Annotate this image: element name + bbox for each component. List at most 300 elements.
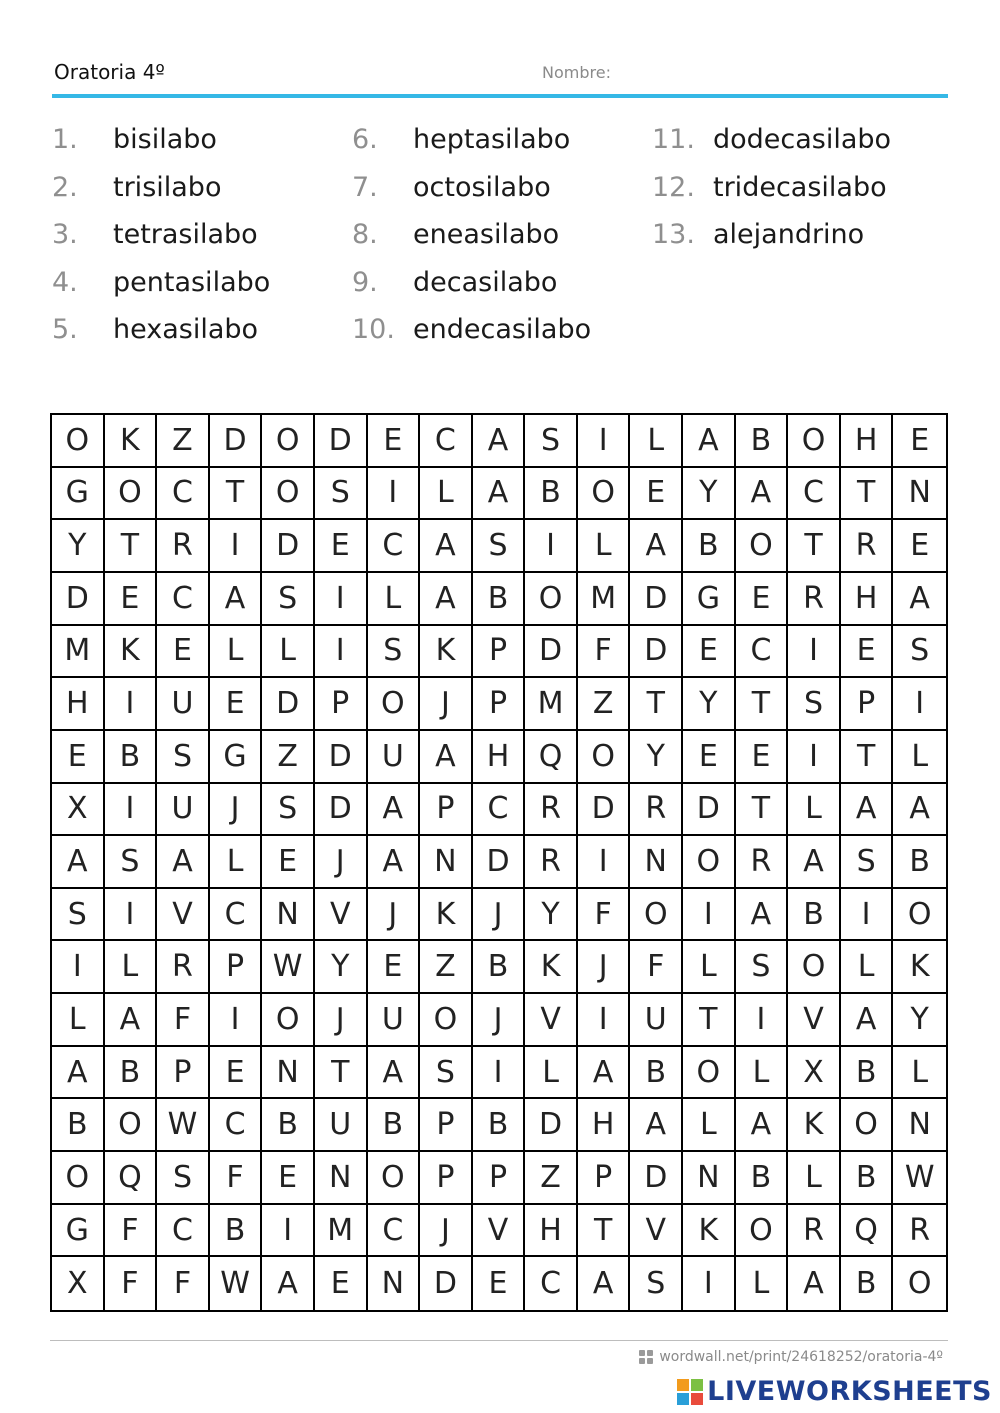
grid-cell[interactable]: E — [683, 626, 736, 679]
grid-cell[interactable]: O — [52, 1152, 105, 1205]
grid-cell[interactable]: L — [788, 1152, 841, 1205]
grid-cell[interactable]: A — [630, 1099, 683, 1152]
grid-cell[interactable]: G — [52, 468, 105, 521]
grid-cell[interactable]: E — [630, 468, 683, 521]
grid-cell[interactable]: E — [368, 941, 421, 994]
grid-cell[interactable]: Q — [105, 1152, 158, 1205]
grid-cell[interactable]: C — [157, 468, 210, 521]
liveworksheets-logo-icon — [677, 1379, 703, 1405]
grid-cell[interactable]: I — [578, 415, 631, 468]
grid-cell[interactable]: J — [578, 941, 631, 994]
grid-cell[interactable]: A — [736, 468, 789, 521]
grid-cell[interactable]: P — [420, 784, 473, 837]
grid-cell[interactable]: O — [525, 573, 578, 626]
grid-cell[interactable]: A — [157, 836, 210, 889]
grid-cell[interactable]: M — [52, 626, 105, 679]
word-number: 2. — [52, 171, 78, 203]
grid-cell[interactable]: H — [841, 573, 894, 626]
grid-cell[interactable]: K — [683, 1205, 736, 1258]
grid-cell[interactable]: T — [210, 468, 263, 521]
grid-cell[interactable]: D — [525, 626, 578, 679]
grid-cell[interactable]: S — [368, 626, 421, 679]
grid-cell[interactable]: R — [630, 784, 683, 837]
grid-cell[interactable]: O — [683, 836, 736, 889]
grid-cell[interactable]: V — [473, 1205, 526, 1258]
grid-cell[interactable]: A — [841, 994, 894, 1047]
grid-cell[interactable]: G — [683, 573, 736, 626]
grid-cell[interactable]: W — [893, 1152, 946, 1205]
grid-cell[interactable]: E — [683, 731, 736, 784]
grid-cell[interactable]: V — [630, 1205, 683, 1258]
grid-cell[interactable]: B — [210, 1205, 263, 1258]
grid-cell[interactable]: E — [105, 573, 158, 626]
grid-cell[interactable]: L — [736, 1257, 789, 1310]
grid-cell[interactable]: E — [262, 1152, 315, 1205]
grid-cell[interactable]: F — [157, 994, 210, 1047]
grid-cell[interactable]: D — [52, 573, 105, 626]
grid-cell[interactable]: Y — [52, 520, 105, 573]
grid-cell[interactable]: C — [210, 889, 263, 942]
grid-cell[interactable]: E — [315, 520, 368, 573]
grid-cell[interactable]: E — [893, 415, 946, 468]
grid-cell[interactable]: B — [736, 415, 789, 468]
grid-cell[interactable]: A — [736, 889, 789, 942]
grid-cell[interactable]: T — [630, 678, 683, 731]
grid-cell[interactable]: S — [630, 1257, 683, 1310]
grid-cell[interactable]: B — [788, 889, 841, 942]
grid-cell[interactable]: L — [210, 626, 263, 679]
grid-cell[interactable]: P — [473, 626, 526, 679]
grid-cell[interactable]: B — [262, 1099, 315, 1152]
grid-cell[interactable]: I — [368, 468, 421, 521]
grid-cell[interactable]: A — [210, 573, 263, 626]
word-list-item — [52, 215, 258, 255]
grid-cell[interactable]: P — [420, 1152, 473, 1205]
grid-cell[interactable]: R — [157, 520, 210, 573]
grid-cell[interactable]: E — [157, 626, 210, 679]
grid-cell[interactable]: E — [210, 1047, 263, 1100]
grid-cell[interactable]: Y — [683, 468, 736, 521]
source-url[interactable]: wordwall.net/print/24618252/oratoria-4º — [659, 1349, 943, 1365]
grid-cell[interactable]: A — [683, 415, 736, 468]
grid-cell[interactable]: L — [368, 573, 421, 626]
grid-cell[interactable]: E — [262, 836, 315, 889]
grid-cell[interactable]: T — [788, 520, 841, 573]
grid-cell[interactable]: U — [315, 1099, 368, 1152]
grid-cell[interactable]: A — [893, 784, 946, 837]
grid-cell[interactable]: S — [893, 626, 946, 679]
grid-cell[interactable]: S — [525, 415, 578, 468]
grid-cell[interactable]: I — [262, 1205, 315, 1258]
grid-cell[interactable]: O — [262, 415, 315, 468]
grid-cell[interactable]: A — [578, 1257, 631, 1310]
grid-cell[interactable]: D — [315, 784, 368, 837]
grid-cell[interactable]: M — [525, 678, 578, 731]
grid-cell[interactable]: P — [473, 678, 526, 731]
grid-cell[interactable]: I — [736, 994, 789, 1047]
grid-cell[interactable]: Z — [578, 678, 631, 731]
grid-cell[interactable]: C — [736, 626, 789, 679]
grid-cell[interactable]: A — [630, 520, 683, 573]
grid-cell[interactable]: A — [52, 1047, 105, 1100]
grid-cell[interactable]: O — [105, 468, 158, 521]
grid-cell[interactable]: O — [578, 731, 631, 784]
grid-cell[interactable]: D — [578, 784, 631, 837]
grid-cell[interactable]: A — [368, 836, 421, 889]
grid-cell[interactable]: Y — [893, 994, 946, 1047]
grid-cell[interactable]: L — [262, 626, 315, 679]
grid-cell[interactable]: R — [788, 573, 841, 626]
grid-cell[interactable]: L — [893, 731, 946, 784]
grid-cell[interactable]: E — [736, 573, 789, 626]
grid-cell[interactable]: S — [841, 836, 894, 889]
grid-cell[interactable]: O — [368, 1152, 421, 1205]
grid-cell[interactable]: F — [630, 941, 683, 994]
grid-cell[interactable]: Z — [262, 731, 315, 784]
grid-cell[interactable]: K — [525, 941, 578, 994]
grid-cell[interactable]: C — [473, 784, 526, 837]
grid-cell[interactable]: O — [630, 889, 683, 942]
grid-cell[interactable]: O — [262, 468, 315, 521]
grid-cell[interactable]: R — [525, 784, 578, 837]
grid-cell[interactable]: Q — [841, 1205, 894, 1258]
grid-cell[interactable]: F — [157, 1257, 210, 1310]
grid-cell[interactable]: I — [105, 889, 158, 942]
grid-cell[interactable]: E — [841, 626, 894, 679]
grid-cell[interactable]: B — [683, 520, 736, 573]
grid-cell[interactable]: O — [262, 994, 315, 1047]
grid-cell[interactable]: I — [893, 678, 946, 731]
grid-cell[interactable]: J — [210, 784, 263, 837]
grid-cell[interactable]: C — [210, 1099, 263, 1152]
grid-cell[interactable]: O — [420, 994, 473, 1047]
grid-cell[interactable]: L — [210, 836, 263, 889]
grid-cell[interactable]: B — [525, 468, 578, 521]
grid-cell[interactable]: A — [841, 784, 894, 837]
grid-cell[interactable]: O — [578, 468, 631, 521]
grid-cell[interactable]: I — [578, 994, 631, 1047]
grid-cell[interactable]: W — [157, 1099, 210, 1152]
grid-cell[interactable]: C — [525, 1257, 578, 1310]
grid-cell[interactable]: A — [420, 520, 473, 573]
grid-cell[interactable]: R — [157, 941, 210, 994]
grid-cell[interactable]: A — [473, 415, 526, 468]
grid-cell[interactable]: J — [420, 1205, 473, 1258]
grid-cell[interactable]: D — [262, 520, 315, 573]
grid-cell[interactable]: N — [368, 1257, 421, 1310]
grid-cell[interactable]: C — [368, 1205, 421, 1258]
grid-cell[interactable]: P — [315, 678, 368, 731]
grid-cell[interactable]: H — [525, 1205, 578, 1258]
grid-cell[interactable]: S — [473, 520, 526, 573]
grid-cell[interactable]: K — [420, 889, 473, 942]
grid-cell[interactable]: B — [473, 941, 526, 994]
grid-cell[interactable]: A — [368, 1047, 421, 1100]
word-text: hexasilabo — [113, 314, 259, 345]
grid-cell[interactable]: S — [420, 1047, 473, 1100]
grid-cell[interactable]: A — [420, 573, 473, 626]
grid-cell[interactable]: A — [578, 1047, 631, 1100]
grid-cell[interactable]: C — [420, 415, 473, 468]
grid-cell[interactable]: Z — [525, 1152, 578, 1205]
grid-cell[interactable]: I — [52, 941, 105, 994]
grid-cell[interactable]: O — [368, 678, 421, 731]
grid-cell[interactable]: N — [630, 836, 683, 889]
grid-cell[interactable]: E — [473, 1257, 526, 1310]
grid-cell[interactable]: A — [105, 994, 158, 1047]
grid-cell[interactable]: D — [420, 1257, 473, 1310]
grid-cell[interactable]: B — [473, 573, 526, 626]
grid-cell[interactable]: K — [788, 1099, 841, 1152]
grid-cell[interactable]: T — [736, 678, 789, 731]
grid-cell[interactable]: V — [525, 994, 578, 1047]
grid-cell[interactable]: P — [578, 1152, 631, 1205]
grid-cell[interactable]: E — [52, 731, 105, 784]
grid-cell[interactable]: B — [368, 1099, 421, 1152]
grid-cell[interactable]: L — [788, 784, 841, 837]
grid-cell[interactable]: I — [210, 520, 263, 573]
grid-cell[interactable]: U — [157, 678, 210, 731]
grid-cell[interactable]: N — [262, 1047, 315, 1100]
grid-cell[interactable]: T — [841, 731, 894, 784]
grid-cell[interactable]: C — [157, 573, 210, 626]
grid-cell[interactable]: D — [630, 1152, 683, 1205]
grid-cell[interactable]: M — [578, 573, 631, 626]
grid-cell[interactable]: D — [630, 626, 683, 679]
grid-cell[interactable]: D — [473, 836, 526, 889]
grid-cell[interactable]: D — [315, 731, 368, 784]
grid-cell[interactable]: E — [210, 678, 263, 731]
grid-cell[interactable]: N — [683, 1152, 736, 1205]
grid-cell[interactable]: J — [368, 889, 421, 942]
grid-cell[interactable]: D — [315, 415, 368, 468]
grid-cell[interactable]: I — [105, 784, 158, 837]
grid-cell[interactable]: I — [105, 678, 158, 731]
grid-cell[interactable]: P — [157, 1047, 210, 1100]
grid-cell[interactable]: A — [52, 836, 105, 889]
grid-cell[interactable]: L — [841, 941, 894, 994]
grid-cell[interactable]: L — [525, 1047, 578, 1100]
grid-cell[interactable]: H — [841, 415, 894, 468]
grid-cell[interactable]: O — [736, 520, 789, 573]
grid-cell[interactable]: T — [105, 520, 158, 573]
grid-cell[interactable]: I — [473, 1047, 526, 1100]
grid-cell[interactable]: A — [893, 573, 946, 626]
grid-cell[interactable]: Y — [315, 941, 368, 994]
word-list-item — [52, 263, 270, 303]
grid-cell[interactable]: O — [893, 889, 946, 942]
grid-cell[interactable]: S — [52, 889, 105, 942]
grid-cell[interactable]: D — [210, 415, 263, 468]
grid-cell[interactable]: E — [315, 1257, 368, 1310]
grid-cell[interactable]: D — [683, 784, 736, 837]
grid-cell[interactable]: F — [210, 1152, 263, 1205]
grid-cell[interactable]: P — [841, 678, 894, 731]
grid-cell[interactable]: D — [525, 1099, 578, 1152]
grid-cell[interactable]: Z — [420, 941, 473, 994]
grid-cell[interactable]: O — [105, 1099, 158, 1152]
grid-cell[interactable]: B — [893, 836, 946, 889]
grid-cell[interactable]: V — [157, 889, 210, 942]
grid-cell[interactable]: A — [788, 836, 841, 889]
grid-cell[interactable]: O — [736, 1205, 789, 1258]
grid-cell[interactable]: L — [420, 468, 473, 521]
grid-cell[interactable]: J — [315, 836, 368, 889]
grid-cell[interactable]: D — [630, 573, 683, 626]
grid-cell[interactable]: J — [473, 889, 526, 942]
grid-cell[interactable]: N — [315, 1152, 368, 1205]
grid-cell[interactable]: F — [578, 626, 631, 679]
grid-cell[interactable]: B — [736, 1152, 789, 1205]
grid-cell[interactable]: A — [736, 1099, 789, 1152]
grid-cell[interactable]: O — [907, 1266, 932, 1302]
word-number: 12. — [652, 171, 695, 203]
grid-cell[interactable]: B — [52, 1099, 105, 1152]
grid-cell[interactable]: X — [52, 1257, 105, 1310]
grid-cell[interactable]: K — [893, 941, 946, 994]
grid-cell[interactable]: N — [893, 1099, 946, 1152]
grid-cell[interactable]: M — [315, 1205, 368, 1258]
grid-cell[interactable]: R — [788, 1205, 841, 1258]
grid-cell[interactable]: H — [473, 731, 526, 784]
grid-cell[interactable]: S — [157, 1152, 210, 1205]
grid-cell[interactable]: T — [841, 468, 894, 521]
grid-cell[interactable]: E — [893, 520, 946, 573]
source-link[interactable] — [639, 1349, 943, 1365]
grid-cell[interactable]: W — [262, 941, 315, 994]
grid-cell[interactable]: B — [841, 1152, 894, 1205]
grid-cell[interactable]: K — [105, 626, 158, 679]
grid-cell[interactable]: G — [210, 731, 263, 784]
grid-cell[interactable]: N — [262, 889, 315, 942]
grid-cell[interactable]: I — [683, 889, 736, 942]
grid-cell[interactable]: L — [578, 520, 631, 573]
grid-cell[interactable]: A — [473, 468, 526, 521]
grid-cell[interactable]: R — [893, 1205, 946, 1258]
grid-cell[interactable]: L — [683, 1099, 736, 1152]
grid-cell[interactable]: R — [736, 836, 789, 889]
grid-cell[interactable]: L — [736, 1047, 789, 1100]
grid-cell[interactable]: I — [683, 1257, 736, 1310]
grid-cell[interactable]: L — [683, 941, 736, 994]
grid-cell[interactable]: O — [683, 1047, 736, 1100]
grid-cell[interactable]: J — [315, 994, 368, 1047]
word-number: 8. — [352, 219, 378, 250]
grid-cell[interactable]: A — [262, 1257, 315, 1310]
grid-cell[interactable]: P — [473, 1152, 526, 1205]
grid-cell[interactable]: P — [210, 941, 263, 994]
grid-cell[interactable]: F — [578, 889, 631, 942]
grid-cell[interactable]: I — [315, 573, 368, 626]
grid-cell[interactable]: L — [105, 941, 158, 994]
grid-cell[interactable]: I — [841, 889, 894, 942]
grid-cell[interactable]: T — [683, 994, 736, 1047]
grid-cell[interactable]: J — [473, 994, 526, 1047]
grid-cell[interactable]: S — [262, 573, 315, 626]
grid-cell[interactable]: Y — [630, 731, 683, 784]
grid-cell[interactable]: H — [52, 678, 105, 731]
grid-cell[interactable]: O — [52, 415, 105, 468]
word-search-grid — [50, 413, 948, 1312]
grid-cell[interactable]: T — [578, 1205, 631, 1258]
grid-cell[interactable]: N — [420, 836, 473, 889]
grid-cell[interactable]: S — [262, 784, 315, 837]
grid-cell[interactable]: B — [473, 1099, 526, 1152]
grid-cell[interactable]: P — [420, 1099, 473, 1152]
grid-cell[interactable]: T — [315, 1047, 368, 1100]
grid-cell[interactable]: U — [157, 784, 210, 837]
grid-cell[interactable]: I — [525, 520, 578, 573]
grid-cell[interactable]: D — [262, 678, 315, 731]
liveworksheets-brand: LIVEWORKSHEETS — [707, 1376, 992, 1407]
grid-cell[interactable]: R — [525, 836, 578, 889]
grid-cell[interactable]: V — [788, 994, 841, 1047]
grid-cell[interactable]: O — [788, 941, 841, 994]
grid-cell[interactable]: W — [210, 1257, 263, 1310]
grid-cell[interactable]: F — [105, 1257, 158, 1310]
grid-cell[interactable]: A — [368, 784, 421, 837]
grid-cell[interactable]: U — [368, 731, 421, 784]
grid-cell[interactable]: F — [105, 1205, 158, 1258]
grid-cell[interactable]: Y — [525, 889, 578, 942]
grid-cell[interactable]: O — [841, 1099, 894, 1152]
grid-cell[interactable]: C — [368, 520, 421, 573]
grid-cell[interactable]: N — [893, 468, 946, 521]
grid-cell[interactable]: S — [736, 941, 789, 994]
grid-cell[interactable]: E — [736, 731, 789, 784]
grid-cell[interactable]: B — [105, 731, 158, 784]
grid-cell[interactable]: I — [210, 994, 263, 1047]
grid-cell[interactable]: J — [420, 678, 473, 731]
grid-cell[interactable]: K — [420, 626, 473, 679]
grid-cell[interactable]: O — [788, 415, 841, 468]
grid-cell[interactable]: C — [157, 1205, 210, 1258]
grid-cell[interactable]: U — [368, 994, 421, 1047]
grid-cell[interactable]: K — [105, 415, 158, 468]
grid-cell[interactable]: C — [788, 468, 841, 521]
grid-cell[interactable]: S — [315, 468, 368, 521]
grid-cell[interactable]: S — [788, 678, 841, 731]
grid-cell[interactable]: G — [52, 1205, 105, 1258]
grid-cell[interactable]: Q — [525, 731, 578, 784]
grid-cell[interactable]: T — [736, 784, 789, 837]
grid-cell[interactable]: L — [893, 1047, 946, 1100]
grid-cell[interactable]: B — [630, 1047, 683, 1100]
grid-cell[interactable]: E — [368, 415, 421, 468]
grid-cell[interactable]: H — [578, 1099, 631, 1152]
grid-cell[interactable]: L — [630, 415, 683, 468]
grid-cell[interactable]: V — [315, 889, 368, 942]
grid-cell[interactable]: I — [315, 626, 368, 679]
grid-cell[interactable]: X — [788, 1047, 841, 1100]
grid-cell[interactable]: U — [630, 994, 683, 1047]
grid-cell[interactable]: Z — [157, 415, 210, 468]
grid-cell[interactable]: B — [841, 1257, 894, 1310]
grid-cell[interactable]: A — [788, 1257, 841, 1310]
grid-cell[interactable]: I — [788, 731, 841, 784]
grid-cell[interactable]: S — [105, 836, 158, 889]
grid-cell[interactable]: R — [841, 520, 894, 573]
grid-cell[interactable]: X — [52, 784, 105, 837]
grid-cell[interactable]: B — [105, 1047, 158, 1100]
grid-cell[interactable]: A — [420, 731, 473, 784]
grid-cell[interactable]: S — [157, 731, 210, 784]
grid-cell[interactable]: I — [788, 626, 841, 679]
grid-cell[interactable]: B — [841, 1047, 894, 1100]
grid-cell[interactable]: L — [52, 994, 105, 1047]
grid-cell[interactable]: I — [578, 836, 631, 889]
grid-cell[interactable]: Y — [683, 678, 736, 731]
